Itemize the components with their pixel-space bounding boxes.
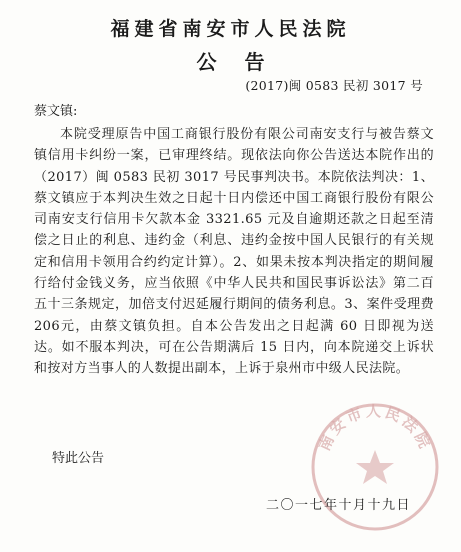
notice-date: 二〇一七年十月十九日 xyxy=(265,498,411,513)
court-name: 福建省南安市人民法院 xyxy=(110,18,351,40)
court-seal xyxy=(300,392,450,542)
addressee: 蔡文镇: xyxy=(34,104,78,119)
svg-text:南安市人民法院 xyxy=(315,402,435,453)
closing-line: 特此公告 xyxy=(52,451,105,466)
document-title: 公告 xyxy=(196,50,293,74)
seal-text: 南安市人民法院 xyxy=(315,402,435,454)
notice-body: 本院受理原告中国工商银行股份有限公司南安支行与被告蔡文镇信用卡纠纷一案，已审理终结。现依法向你公告送达本院作出的（2017）闽 0583 民初 3017 号民事判决书。本院依法判决：1、蔡文镇应于本判决生效之日起十日内偿还中国工商银行股份有限公司南安支行信用卡欠款本金 3321.65 元及自逾期还款之日起至清偿之日止的利息、违约金（利息、违约金按中国人民银行的有关规定和信用卡领用合约约定计算）。2、如果未按本判决指定的期间履行给付金钱义务，应当依照《中华人民共和国民事诉讼法》第二百五十三条规定，加倍支付迟延履行期间的债务利息。3、案件受理费 206元，由蔡文镇负担。自本公告发出之日起满 60 日即视为送达。如不服本判决，可在公告期满后 15 日内，向本院递交上诉状和按对方当事人的人数提出副本，上诉于泉州市中级人民法院。 xyxy=(34,127,434,377)
case-number: (2017)闽 0583 民初 3017 号 xyxy=(245,78,423,93)
